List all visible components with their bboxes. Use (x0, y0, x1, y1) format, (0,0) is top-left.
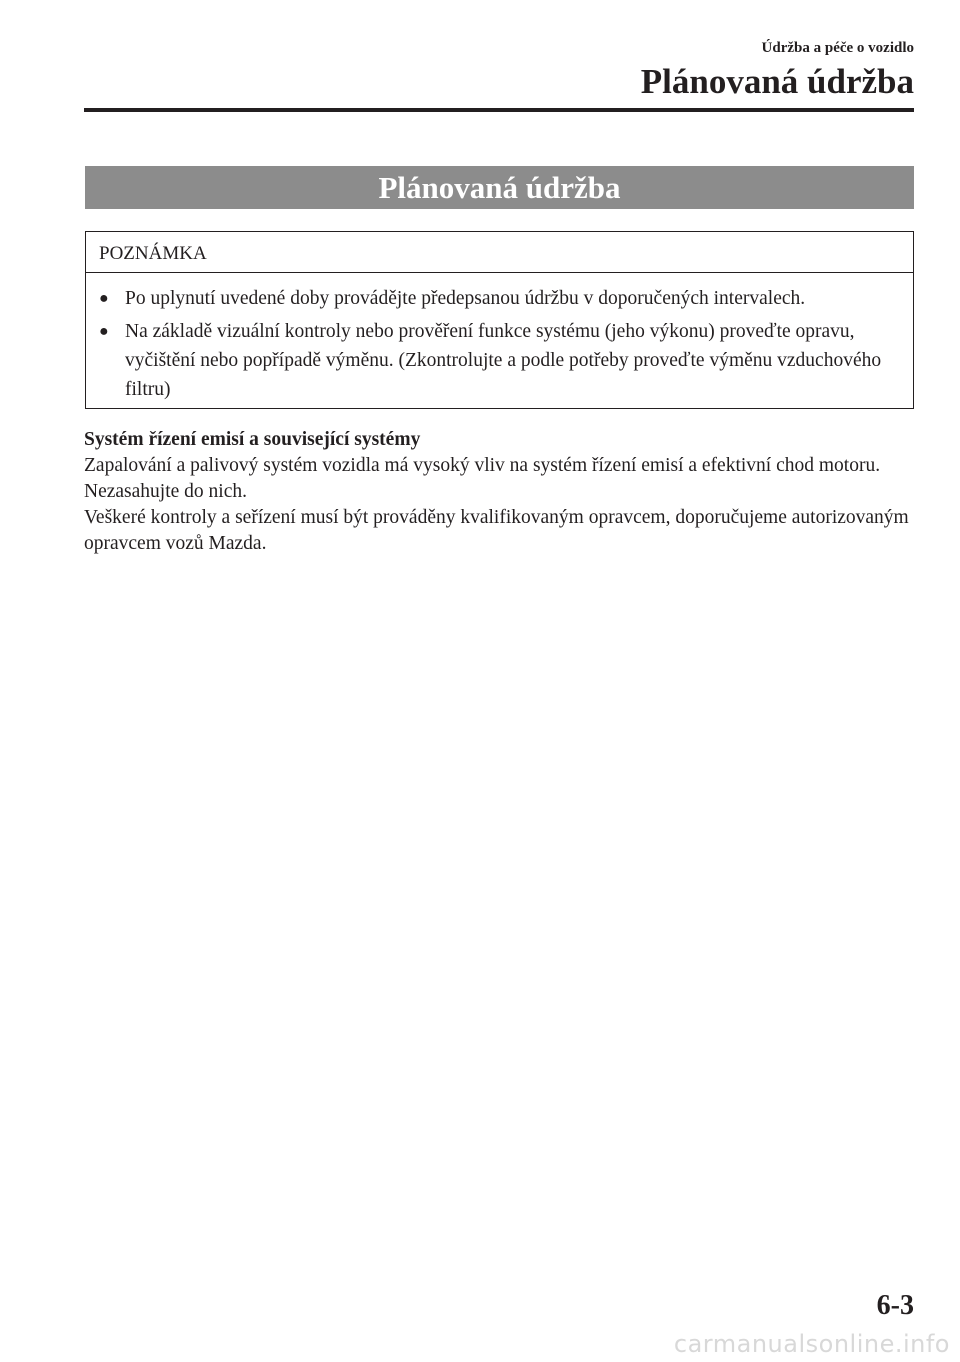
subheading: Systém řízení emisí a související systémy (84, 429, 421, 450)
note-item-text: Po uplynutí uvedené doby provádějte předepsanou údržbu v doporučených intervalech. (125, 288, 806, 309)
note-heading: POZNÁMKA (86, 232, 913, 273)
note-item (99, 284, 903, 313)
note-list (86, 273, 913, 404)
paragraph: Veškeré kontroly a seřízení musí být prováděny kvalifikovaným opravcem, doporučujeme autorizovaným opravcem vozů Mazda. (84, 507, 909, 554)
section-title: Plánovaná údržba (640, 62, 914, 101)
note-item (99, 317, 903, 404)
body-text (84, 427, 924, 557)
bullet-icon: ● (99, 290, 109, 307)
section-banner: Plánovaná údržba (85, 166, 914, 209)
header-rule (84, 108, 914, 112)
paragraph: Zapalování a palivový systém vozidla má vysoký vliv na systém řízení emisí a efektivní chod motoru. Nezasahujte do nich. (84, 455, 881, 502)
bullet-icon: ● (99, 323, 109, 340)
chapter-title: Údržba a péče o vozidlo (761, 40, 914, 56)
watermark: carmanualsonline.info (673, 1330, 950, 1358)
note-item-text: Na základě vizuální kontroly nebo prověření funkce systému (jeho výkonu) proveďte opravu, vyčištění nebo popřípadě výměnu. (Zkontrolujte a podle potřeby proveďte výměnu vzduchového filtru) (125, 321, 882, 400)
page-number: 6-3 (876, 1290, 914, 1321)
note-box (85, 231, 914, 409)
